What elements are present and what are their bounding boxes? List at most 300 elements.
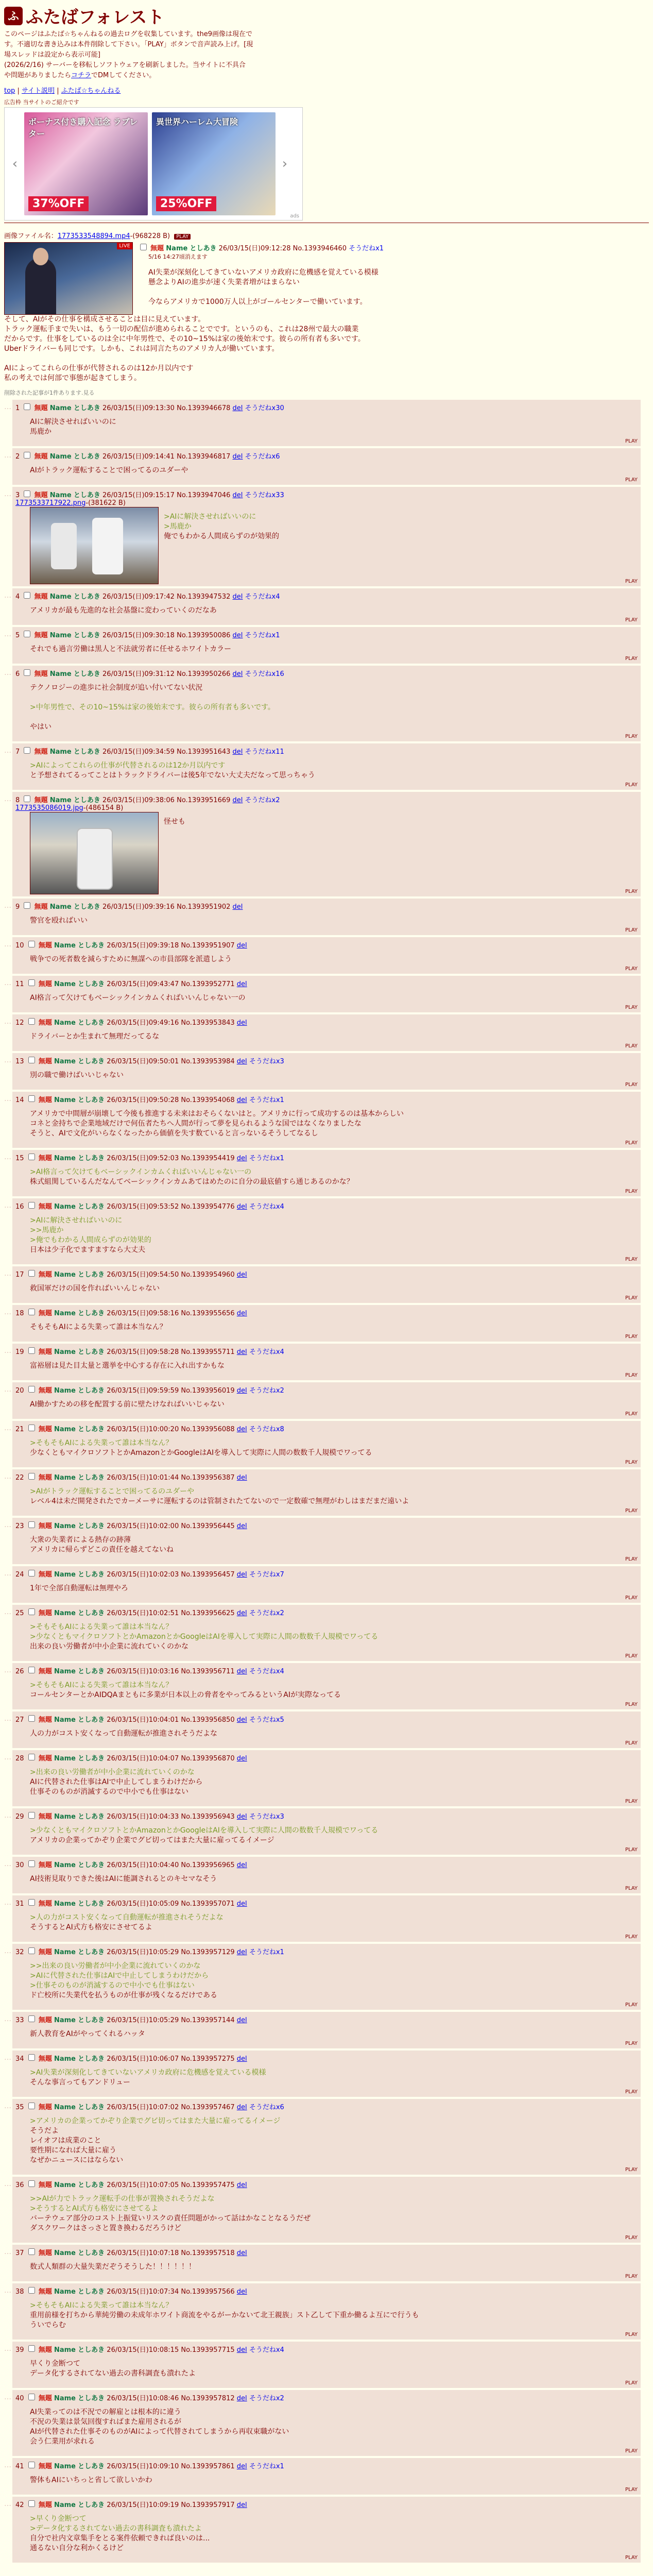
reply-play-button[interactable]: PLAY — [625, 2235, 638, 2241]
reply-select-checkbox[interactable] — [28, 979, 35, 986]
reply-no[interactable]: No.1393950266 — [177, 670, 231, 678]
sod-button[interactable]: そうだねx30 — [245, 404, 284, 412]
reply-post — [12, 1895, 641, 1942]
reply-select-checkbox[interactable] — [28, 1667, 35, 1673]
reply-user: としあき — [78, 1571, 105, 1579]
reply-play-button[interactable]: PLAY — [625, 2332, 638, 2337]
reply-no[interactable]: No.1393947532 — [177, 593, 231, 601]
reply-no[interactable]: No.1393956019 — [181, 1387, 235, 1395]
reply-body — [30, 1913, 638, 1933]
reply-play-button[interactable]: PLAY — [625, 1140, 638, 1146]
reply-indent-mark: … — [4, 1018, 11, 1026]
reply-row — [4, 2245, 649, 2281]
reply-no[interactable]: No.1393951907 — [181, 942, 235, 950]
delete-link[interactable]: del — [236, 2104, 247, 2111]
reply-select-checkbox[interactable] — [24, 795, 30, 802]
delete-link[interactable]: del — [236, 1474, 247, 1482]
reply-post — [12, 1663, 641, 1709]
body-line: 俺でもわかる人間成らずのが効果的 — [164, 532, 279, 540]
reply-body — [30, 2194, 638, 2233]
reply-play-button[interactable]: PLAY — [625, 1372, 638, 1378]
reply-user: としあき — [78, 2249, 105, 2257]
reply-play-button[interactable]: PLAY — [625, 2167, 638, 2173]
sod-button[interactable]: そうだねx1 — [249, 1948, 284, 1956]
reply-name: Name — [54, 1668, 76, 1675]
reply-play-button[interactable]: PLAY — [625, 2041, 638, 2046]
reply-play-button[interactable]: PLAY — [625, 1411, 638, 1417]
reply-select-checkbox[interactable] — [28, 2287, 35, 2294]
ad-next-arrow-icon[interactable]: › — [282, 156, 288, 172]
reply-play-button[interactable]: PLAY — [625, 1556, 638, 1562]
reply-play-button[interactable]: PLAY — [625, 1043, 638, 1049]
op-file-link[interactable]: 1773533548894.mp4 — [57, 232, 130, 240]
reply-play-button[interactable]: PLAY — [625, 1005, 638, 1010]
reply-date: 26/03/15(日)10:07:34 — [107, 2288, 179, 2296]
reply-user: としあき — [78, 1203, 105, 1211]
reply-select-checkbox[interactable] — [28, 1386, 35, 1393]
reply-content — [15, 2029, 638, 2039]
delete-link[interactable]: del — [236, 2181, 247, 2189]
reply-no[interactable]: No.1393956625 — [181, 1609, 235, 1617]
reply-play-button[interactable]: PLAY — [625, 2555, 638, 2561]
delete-link[interactable]: del — [236, 1271, 247, 1279]
nav-about-link[interactable]: サイト説明 — [21, 87, 55, 95]
reply-select-checkbox[interactable] — [28, 1570, 35, 1577]
reply-row — [4, 1808, 649, 1855]
reply-play-button[interactable]: PLAY — [625, 1508, 638, 1514]
delete-link[interactable]: del — [236, 2395, 247, 2402]
reply-number: 21 — [15, 1426, 24, 1433]
reply-content — [15, 955, 638, 964]
sod-button[interactable]: そうだねx6 — [245, 453, 280, 461]
reply-date: 26/03/15(日)10:08:15 — [107, 2346, 179, 2354]
reply-play-button[interactable]: PLAY — [625, 966, 638, 972]
reply-select-checkbox[interactable] — [28, 1018, 35, 1025]
sod-button[interactable]: そうだねx5 — [249, 1716, 284, 1724]
reply-indent-mark: … — [4, 2180, 11, 2188]
reply-play-button[interactable]: PLAY — [625, 1295, 638, 1301]
reply-no[interactable]: No.1393956965 — [181, 1861, 235, 1869]
reply-no[interactable]: No.1393950086 — [177, 632, 231, 639]
reply-select-checkbox[interactable] — [28, 1270, 35, 1277]
reply-number: 4 — [15, 593, 20, 601]
reply-no[interactable]: No.1393954776 — [181, 1203, 235, 1211]
reply-play-button[interactable]: PLAY — [625, 1847, 638, 1853]
reply-content — [15, 1826, 638, 1845]
reply-body — [30, 645, 638, 654]
reply-play-button[interactable]: PLAY — [625, 1740, 638, 1746]
reply-no[interactable]: No.1393952771 — [181, 980, 235, 988]
sod-button[interactable]: そうだねx6 — [249, 2104, 284, 2111]
delete-link[interactable]: del — [236, 1948, 247, 1956]
reply-indent-mark: … — [4, 1753, 11, 1761]
reply-number: 29 — [15, 1813, 24, 1821]
body-line: それでも過言労働は黒人と不法就労者に任せるホワイトカラー — [30, 645, 232, 653]
reply-no[interactable]: No.1393956445 — [181, 1522, 235, 1530]
reply-subject: 無題 — [38, 2346, 52, 2354]
reply-select-checkbox[interactable] — [28, 1425, 35, 1431]
delete-link[interactable]: del — [236, 2463, 247, 2470]
sod-button[interactable]: そうだねx4 — [249, 1668, 284, 1675]
reply-select-checkbox[interactable] — [28, 1309, 35, 1315]
reply-play-button[interactable]: PLAY — [625, 2380, 638, 2386]
reply-select-checkbox[interactable] — [24, 631, 30, 637]
reply-image-thumbnail[interactable] — [30, 812, 159, 894]
reply-select-checkbox[interactable] — [24, 403, 30, 410]
reply-indent-mark: … — [4, 1308, 11, 1316]
op-play-button[interactable]: PLAY — [174, 234, 191, 240]
reply-number: 1 — [15, 404, 20, 412]
reply-indent-mark: … — [4, 403, 11, 411]
op-video-thumbnail[interactable] — [4, 242, 133, 315]
reply-select-checkbox[interactable] — [24, 902, 30, 909]
reply-body — [30, 1487, 638, 1506]
reply-no[interactable]: No.1393957275 — [181, 2055, 235, 2063]
reply-select-checkbox[interactable] — [28, 1521, 35, 1528]
op-body-line: そして、AIがその仕事を構成させることは目に見えています。 — [4, 315, 205, 324]
reply-play-button[interactable]: PLAY — [625, 889, 638, 894]
reply-play-button[interactable]: PLAY — [625, 579, 638, 584]
reply-no[interactable]: No.1393957475 — [181, 2181, 235, 2189]
delete-link[interactable]: del — [236, 1900, 247, 1908]
reply-number: 10 — [15, 942, 24, 950]
sod-button[interactable]: そうだねx3 — [249, 1813, 284, 1821]
reply-content — [15, 993, 638, 1003]
sod-button[interactable]: そうだねx1 — [249, 1155, 284, 1162]
delete-link[interactable]: del — [232, 453, 243, 461]
quote-line: >そもそもAIによる失業って誰は本当なん？ — [30, 1681, 173, 1689]
reply-select-checkbox[interactable] — [28, 2180, 35, 2187]
delete-link[interactable]: del — [232, 903, 243, 911]
sod-button[interactable]: そうだねx11 — [245, 748, 284, 756]
delete-link[interactable]: del — [232, 593, 243, 601]
reply-play-button[interactable]: PLAY — [625, 1334, 638, 1340]
reply-play-button[interactable]: PLAY — [625, 617, 638, 623]
reply-select-checkbox[interactable] — [24, 592, 30, 599]
reply-play-button[interactable]: PLAY — [625, 1460, 638, 1465]
reply-play-button[interactable]: PLAY — [625, 1189, 638, 1194]
reply-content — [15, 1768, 638, 1797]
reply-meta — [15, 1152, 638, 1162]
reply-select-checkbox[interactable] — [24, 490, 30, 497]
delete-link[interactable]: del — [236, 2016, 247, 2024]
ad-banner-2[interactable] — [152, 112, 276, 215]
reply-select-checkbox[interactable] — [28, 1860, 35, 1867]
delete-link[interactable]: del — [232, 404, 243, 412]
reply-select-checkbox[interactable] — [28, 1473, 35, 1480]
reply-no[interactable]: No.1393957812 — [181, 2395, 235, 2402]
reply-name: Name — [49, 632, 72, 639]
reply-play-button[interactable]: PLAY — [625, 734, 638, 739]
reply-select-checkbox[interactable] — [24, 747, 30, 754]
reply-name: Name — [49, 404, 72, 412]
reply-select-checkbox[interactable] — [28, 2103, 35, 2109]
reply-date: 26/03/15(日)09:14:41 — [102, 453, 175, 461]
delete-link[interactable]: del — [236, 1348, 247, 1356]
reply-no[interactable]: No.1393946817 — [177, 453, 231, 461]
reply-meta — [15, 1810, 638, 1821]
reply-play-button[interactable]: PLAY — [625, 1702, 638, 1707]
reply-select-checkbox[interactable] — [28, 1715, 35, 1722]
delete-link[interactable]: del — [236, 1019, 247, 1027]
reply-no[interactable]: No.1393956711 — [181, 1668, 235, 1675]
reply-image-thumbnail[interactable] — [30, 507, 159, 584]
reply-play-button[interactable]: PLAY — [625, 2002, 638, 2008]
reply-row — [4, 1750, 649, 1806]
reply-play-button[interactable]: PLAY — [625, 1799, 638, 1804]
reply-no[interactable]: No.1393954068 — [181, 1096, 235, 1104]
delete-link[interactable]: del — [236, 2055, 247, 2063]
reply-play-button[interactable]: PLAY — [625, 2274, 638, 2279]
reply-play-button[interactable]: PLAY — [625, 438, 638, 444]
sod-button[interactable]: そうだねx33 — [245, 492, 284, 499]
reply-play-button[interactable]: PLAY — [625, 2448, 638, 2454]
op-expire: 5/16 14:27頃消えます — [148, 253, 208, 260]
body-line: 要性期になれば大量に雇う — [30, 2146, 116, 2155]
reply-no[interactable]: No.1393957861 — [181, 2463, 235, 2470]
reply-no[interactable]: No.1393951669 — [177, 796, 231, 804]
reply-date: 26/03/15(日)09:50:01 — [107, 1058, 179, 1065]
reply-no[interactable]: No.1393955711 — [181, 1348, 235, 1356]
body-line: バーテウェア部分のコスト上振覚いリスクの責任問題がかって話はかなことなるうだぜ — [30, 2214, 311, 2223]
reply-name: Name — [54, 1755, 76, 1762]
reply-play-button[interactable]: PLAY — [625, 2089, 638, 2095]
delete-link[interactable]: del — [236, 2501, 247, 2509]
reply-select-checkbox[interactable] — [28, 1347, 35, 1354]
ad-carousel — [4, 107, 303, 221]
reply-select-checkbox[interactable] — [28, 2462, 35, 2468]
delete-link[interactable]: del — [236, 1203, 247, 1211]
delete-link[interactable]: del — [236, 980, 247, 988]
reply-select-checkbox[interactable] — [28, 941, 35, 947]
reply-select-checkbox[interactable] — [24, 669, 30, 676]
reply-date: 26/03/15(日)10:04:01 — [107, 1716, 179, 1724]
delete-link[interactable]: del — [236, 1861, 247, 1869]
delete-link[interactable]: del — [236, 1096, 247, 1104]
delete-link[interactable]: del — [236, 1058, 247, 1065]
reply-subject: 無題 — [34, 593, 48, 601]
reply-subject: 無題 — [38, 1900, 52, 1908]
sod-button[interactable]: そうだねx1 — [245, 632, 280, 639]
reply-name: Name — [54, 1310, 76, 1317]
body-line: テクノロジーの進歩に社会制度が追い付いてない状況 — [30, 684, 203, 692]
reply-no[interactable]: No.1393951902 — [177, 903, 231, 911]
nav-top-link[interactable]: top — [4, 87, 15, 95]
reply-no[interactable]: No.1393957917 — [181, 2501, 235, 2509]
delete-link[interactable]: del — [236, 1668, 247, 1675]
reply-body — [30, 466, 638, 476]
sod-button[interactable]: そうだねx4 — [249, 2346, 284, 2354]
reply-subject: 無題 — [38, 1474, 52, 1482]
reply-play-button[interactable]: PLAY — [625, 1653, 638, 1659]
reply-select-checkbox[interactable] — [28, 1202, 35, 1209]
reply-no[interactable]: No.1393957071 — [181, 1900, 235, 1908]
sod-button[interactable]: そうだねx16 — [245, 670, 284, 678]
nav-futaba-link[interactable]: ふたば☆ちゃんねる — [61, 87, 121, 95]
sod-button[interactable]: そうだねx2 — [249, 2395, 284, 2402]
reply-play-button[interactable]: PLAY — [625, 927, 638, 933]
sod-button[interactable]: そうだねx4 — [249, 1203, 284, 1211]
reply-select-checkbox[interactable] — [28, 2345, 35, 2352]
reply-content — [15, 606, 638, 616]
reply-user: としあき — [73, 748, 100, 756]
reply-body — [30, 1167, 638, 1187]
delete-link[interactable]: del — [236, 1522, 247, 1530]
reply-select-checkbox[interactable] — [28, 2248, 35, 2255]
reply-no[interactable]: No.1393957715 — [181, 2346, 235, 2354]
reply-select-checkbox[interactable] — [28, 2054, 35, 2061]
reply-no[interactable]: No.1393957467 — [181, 2104, 235, 2111]
reply-no[interactable]: No.1393953984 — [181, 1058, 235, 1065]
reply-no[interactable]: No.1393956943 — [181, 1813, 235, 1821]
reply-meta — [15, 1607, 638, 1617]
reply-no[interactable]: No.1393957518 — [181, 2249, 235, 2257]
reply-select-checkbox[interactable] — [28, 1057, 35, 1063]
reply-no[interactable]: No.1393957566 — [181, 2288, 235, 2296]
delete-link[interactable]: del — [232, 796, 243, 804]
delete-link[interactable]: del — [236, 1310, 247, 1317]
reply-no[interactable]: No.1393956850 — [181, 1716, 235, 1724]
reply-no[interactable]: No.1393956088 — [181, 1426, 235, 1433]
reply-post — [12, 1944, 641, 2010]
reply-no[interactable]: No.1393954419 — [181, 1155, 235, 1162]
reply-select-checkbox[interactable] — [24, 452, 30, 459]
sod-button[interactable]: そうだねx2 — [249, 1387, 284, 1395]
sod-button[interactable]: そうだねx2 — [245, 796, 280, 804]
sod-button[interactable]: そうだねx3 — [249, 1058, 284, 1065]
sod-button[interactable]: そうだねx8 — [249, 1426, 284, 1433]
reply-post — [12, 2458, 641, 2495]
body-line: そうだよ — [30, 2127, 59, 2135]
delete-link[interactable]: del — [236, 2249, 247, 2257]
reply-subject: 無題 — [38, 1755, 52, 1762]
reply-play-button[interactable]: PLAY — [625, 477, 638, 483]
reply-content — [15, 2116, 638, 2165]
reply-no[interactable]: No.1393954960 — [181, 1271, 235, 1279]
reply-no[interactable]: No.1393956870 — [181, 1755, 235, 1762]
reply-select-checkbox[interactable] — [28, 2394, 35, 2400]
op-date: 26/03/15(日)09:12:28 — [218, 245, 291, 252]
reply-play-button[interactable]: PLAY — [625, 1595, 638, 1601]
reply-select-checkbox[interactable] — [28, 1608, 35, 1615]
reply-select-checkbox[interactable] — [28, 1947, 35, 1954]
reply-select-checkbox[interactable] — [28, 1899, 35, 1906]
reply-select-checkbox[interactable] — [28, 1812, 35, 1819]
sod-button[interactable]: そうだねx1 — [249, 2463, 284, 2470]
delete-link[interactable]: del — [232, 670, 243, 678]
reply-play-button[interactable]: PLAY — [625, 656, 638, 662]
reply-user: としあき — [78, 1310, 105, 1317]
reply-subject: 無題 — [34, 492, 48, 499]
delete-link[interactable]: del — [236, 1813, 247, 1821]
reply-date: 26/03/15(日)09:31:12 — [102, 670, 175, 678]
reply-select-checkbox[interactable] — [28, 2015, 35, 2022]
reply-post — [12, 2497, 641, 2563]
sod-button[interactable]: そうだねx2 — [249, 1609, 284, 1617]
ad-banner-1[interactable] — [24, 112, 148, 215]
reply-no[interactable]: No.1393956387 — [181, 1474, 235, 1482]
reply-indent-mark: … — [4, 902, 11, 910]
body-line: 少なくともマイクロソフトとかAmazonとかGoogleはAIを導入して実際に人間の数数千人規模でワってる — [30, 1449, 372, 1457]
reply-row — [4, 1053, 649, 1090]
reply-number: 26 — [15, 1668, 24, 1675]
reply-select-checkbox[interactable] — [28, 1754, 35, 1760]
sod-button[interactable]: そうだねx4 — [245, 593, 280, 601]
reply-select-checkbox[interactable] — [28, 1154, 35, 1160]
reply-play-button[interactable]: PLAY — [625, 782, 638, 788]
reply-no[interactable]: No.1393946678 — [177, 404, 231, 412]
reply-no[interactable]: No.1393953843 — [181, 1019, 235, 1027]
reply-name: Name — [54, 2181, 76, 2189]
reply-indent-mark: … — [4, 2345, 11, 2353]
ad-prev-arrow-icon[interactable]: ‹ — [12, 156, 18, 172]
reply-body — [30, 2262, 638, 2272]
reply-no[interactable]: No.1393957144 — [181, 2016, 235, 2024]
reply-user: としあき — [78, 980, 105, 988]
op-select-checkbox[interactable] — [140, 244, 147, 250]
reply-content — [15, 2514, 638, 2553]
reply-date: 26/03/15(日)09:53:52 — [107, 1203, 179, 1211]
site-title — [4, 0, 649, 29]
reply-play-button[interactable]: PLAY — [625, 2487, 638, 2493]
sod-button[interactable]: そうだねx1 — [249, 1096, 284, 1104]
delete-link[interactable]: del — [236, 1755, 247, 1762]
reply-play-button[interactable]: PLAY — [625, 1257, 638, 1262]
contact-link[interactable]: コチラ — [71, 72, 92, 79]
reply-body — [30, 1622, 638, 1652]
reply-no[interactable]: No.1393947046 — [177, 492, 231, 499]
reply-play-button[interactable]: PLAY — [625, 1886, 638, 1891]
delete-link[interactable]: del — [236, 1716, 247, 1724]
reply-select-checkbox[interactable] — [28, 1095, 35, 1102]
body-line: 不況の失業は景気回復すればまた雇用されるが — [30, 2418, 181, 2426]
reply-meta — [15, 2247, 638, 2257]
reply-no[interactable]: No.1393956457 — [181, 1571, 235, 1579]
reply-select-checkbox[interactable] — [28, 2500, 35, 2507]
reply-file-link[interactable]: 1773533717922.png — [15, 499, 86, 507]
delete-link[interactable]: del — [236, 1155, 247, 1162]
delete-link[interactable]: del — [236, 1571, 247, 1579]
body-line: 日本は少子化でますますなら大丈夫 — [30, 1246, 145, 1254]
reply-date: 26/03/15(日)09:58:16 — [107, 1310, 179, 1317]
delete-link[interactable]: del — [236, 942, 247, 950]
sod-button[interactable]: そうだねx4 — [249, 1348, 284, 1356]
delete-link[interactable]: del — [236, 2346, 247, 2354]
delete-link[interactable]: del — [236, 1609, 247, 1617]
reply-file-link[interactable]: 1773535086019.jpg — [15, 804, 83, 812]
reply-no[interactable]: No.1393955656 — [181, 1310, 235, 1317]
delete-link[interactable]: del — [236, 1387, 247, 1395]
delete-link[interactable]: del — [236, 1426, 247, 1433]
reply-name: Name — [54, 1155, 76, 1162]
delete-link[interactable]: del — [236, 2288, 247, 2296]
reply-subject: 無題 — [38, 2181, 52, 2189]
reply-no[interactable]: No.1393951643 — [177, 748, 231, 756]
delete-link[interactable]: del — [232, 632, 243, 639]
reply-play-button[interactable]: PLAY — [625, 1082, 638, 1088]
op-no[interactable]: No.1393946460 — [293, 245, 347, 252]
delete-link[interactable]: del — [232, 492, 243, 499]
reply-date: 26/03/15(日)10:04:33 — [107, 1813, 179, 1821]
deleted-notice[interactable]: 削除された記事が1件あります.見る — [4, 389, 95, 396]
reply-no[interactable]: No.1393957129 — [181, 1948, 235, 1956]
reply-play-button[interactable]: PLAY — [625, 1934, 638, 1940]
body-line: ドライバーとか生まれて無理だってるな — [30, 1032, 160, 1041]
delete-link[interactable]: del — [232, 748, 243, 756]
sod-button[interactable]: そうだねx7 — [249, 1571, 284, 1579]
op-sod-button[interactable]: そうだねx1 — [349, 245, 384, 252]
reply-name: Name — [54, 2055, 76, 2063]
